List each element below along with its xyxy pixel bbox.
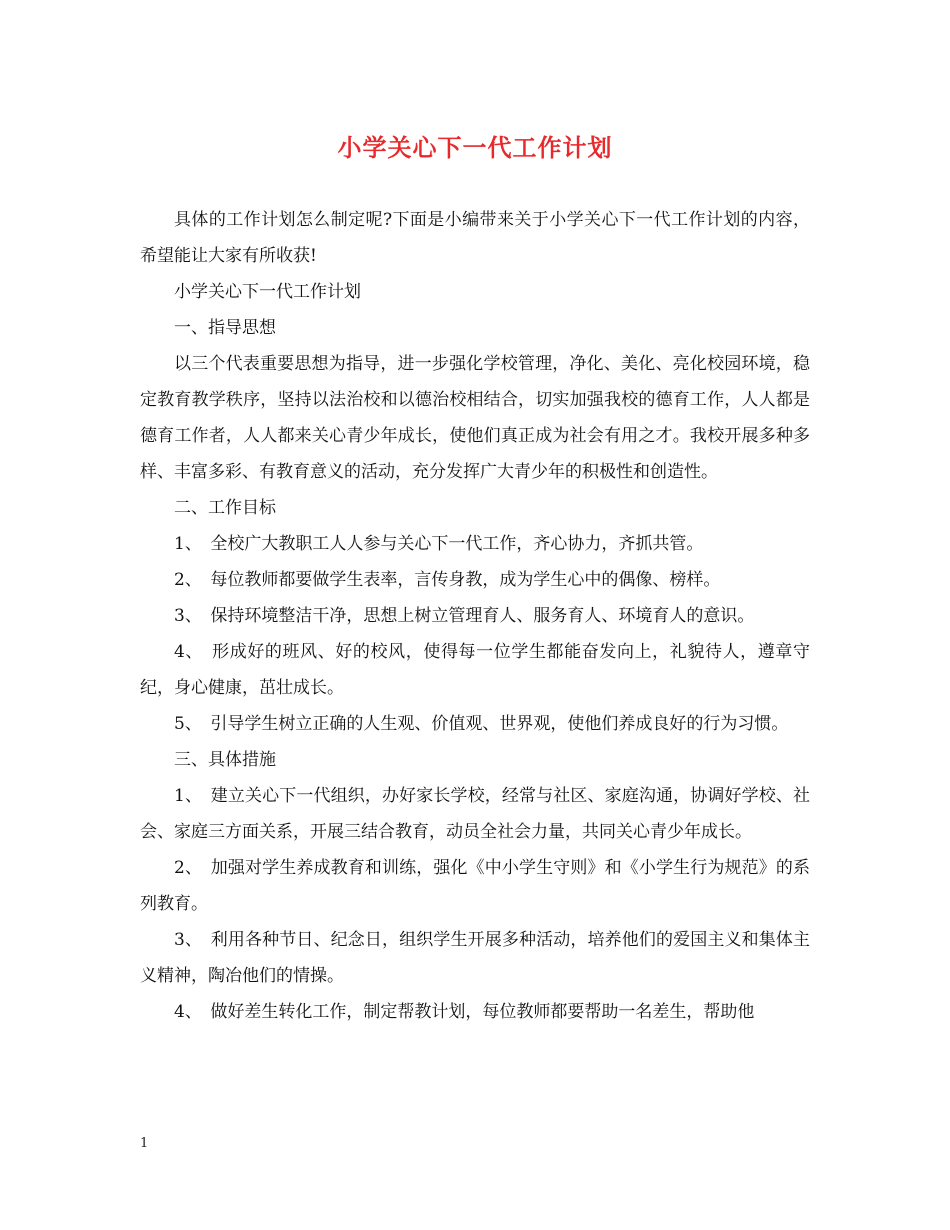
measure-item-3: 3、 利用各种节日、纪念日，组织学生开展多种活动，培养他们的爱国主义和集体主义精神，陶冶他们的情操。 xyxy=(140,930,810,986)
goal-item-4: 4、 形成好的班风、好的校风，使得每一位学生都能奋发向上，礼貌待人，遵章守纪，身心健康，茁壮成长。 xyxy=(140,642,810,698)
paragraph-subtitle: 小学关心下一代工作计划 xyxy=(174,282,361,302)
paragraph-intro: 具体的工作计划怎么制定呢?下面是小编带来关于小学关心下一代工作计划的内容，希望能让大家有所收获! xyxy=(140,210,810,266)
goal-item-3: 3、 保持环境整洁干净，思想上树立管理育人、服务育人、环境育人的意识。 xyxy=(174,606,755,626)
goal-item-2: 2、 每位教师都要做学生表率，言传身教，成为学生心中的偶像、榜样。 xyxy=(174,570,721,590)
goal-item-5: 5、 引导学生树立正确的人生观、价值观、世界观，使他们养成良好的行为习惯。 xyxy=(174,714,789,734)
section-heading-work-goals: 二、工作目标 xyxy=(174,498,276,518)
document-title: 小学关心下一代工作计划 xyxy=(337,134,613,162)
section-heading-measures: 三、具体措施 xyxy=(174,750,276,770)
page-number: 1 xyxy=(140,1136,149,1151)
document-body xyxy=(140,202,810,1030)
paragraph-guiding-ideology: 以三个代表重要思想为指导，进一步强化学校管理，净化、美化、亮化校园环境，稳定教育教学秩序，坚持以法治校和以德治校相结合，切实加强我校的德育工作，人人都是德育工作者，人人都来关心青少年成长，使他们真正成为社会有用之才。我校开展多种多样、丰富多彩、有教育意义的活动，充分发挥广大青少年的积极性和创造性。 xyxy=(140,354,810,482)
measure-item-4: 4、 做好差生转化工作，制定帮教计划，每位教师都要帮助一名差生，帮助他 xyxy=(174,1002,755,1022)
measure-item-1: 1、 建立关心下一代组织，办好家长学校，经常与社区、家庭沟通，协调好学校、社会、家庭三方面关系，开展三结合教育，动员全社会力量，共同关心青少年成长。 xyxy=(140,786,810,842)
section-heading-guiding-ideology: 一、指导思想 xyxy=(174,318,276,338)
goal-item-1: 1、 全校广大教职工人人参与关心下一代工作，齐心协力，齐抓共管。 xyxy=(174,534,704,554)
measure-item-2: 2、 加强对学生养成教育和训练，强化《中小学生守则》和《小学生行为规范》的系列教育。 xyxy=(140,858,810,914)
